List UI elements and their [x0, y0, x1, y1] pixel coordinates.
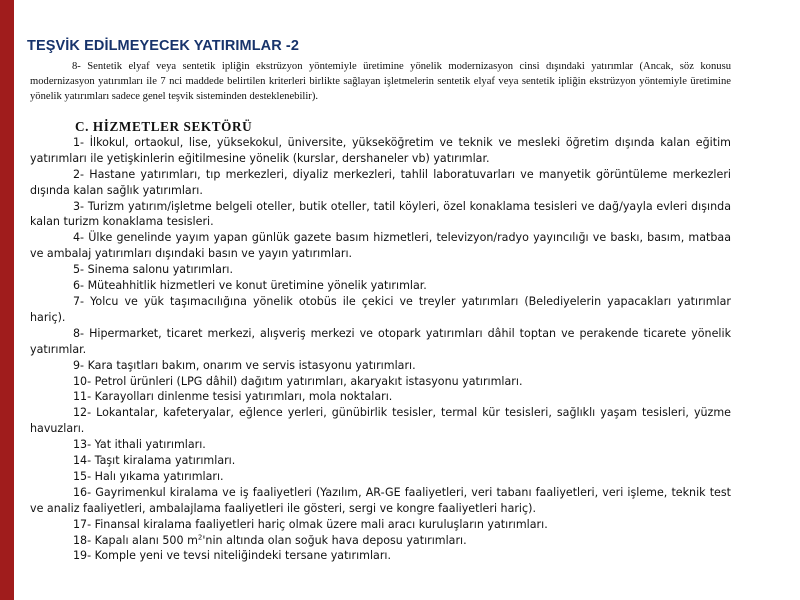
intro-paragraph: [30, 59, 731, 104]
list-item: 15- Halı yıkama yatırımları.: [73, 469, 224, 483]
list-item: 6- Müteahhitlik hizmetleri ve konut üretimine yönelik yatırımlar.: [73, 279, 427, 293]
list-item: 13- Yat ithali yatırımları.: [73, 438, 206, 452]
list-item: 17- Finansal kiralama faaliyetleri hariç olmak üzere mali aracı kuruluşların yatırımları.: [73, 517, 548, 531]
list-item: 14- Taşıt kiralama yatırımları.: [73, 454, 236, 468]
item-18-superscript: 2: [197, 532, 203, 541]
list-item: 11- Karayolları dinlenme tesisi yatırımları, mola noktaları.: [73, 390, 393, 404]
list-item: 7- Yolcu ve yük taşımacılığına yönelik otobüs ile çekici ve treyler yatırımları (Belediyelerin yapacakları yatırımlar hariç).: [30, 294, 731, 324]
list-item: 3- Turizm yatırım/işletme belgeli oteller, butik oteller, tatil köyleri, özel konaklama tesisleri ve dağ/yayla evleri dışında kalan turizm konaklama tesisleri.: [30, 199, 731, 229]
slide-title: TEŞVİK EDİLMEYECEK YATIRIMLAR -2: [27, 38, 300, 54]
list-item: 4- Ülke genelinde yayım yapan günlük gazete basım hizmetleri, televizyon/radyo yayıncılığı ve baskı, basım, matbaa ve ambalaj yatırımları dışındaki basın ve yayın yatırımları.: [30, 231, 731, 261]
list-item: 16- Gayrimenkul kiralama ve iş faaliyetleri (Yazılım, AR-GE faaliyetleri, veri tabanı faaliyetleri, veri işleme, teknik test ve analiz faaliyetleri, ambalajlama faaliyetleri ile gösteri, sergi ve kongre faaliyetleri hariç).: [30, 485, 731, 515]
list-item: 1- İlkokul, ortaokul, lise, yüksekokul, üniversite, yükseköğretim ve teknik ve mesleki öğretim dışında kalan eğitim yatırımları ile yetişkinlerin eğitilmesine yönelik (kurslar, dershaneler vb) yatırımlar.: [30, 135, 731, 165]
services-section: [30, 119, 731, 564]
list-item: 5- Sinema salonu yatırımları.: [73, 263, 234, 277]
list-item: 8- Hipermarket, ticaret merkezi, alışveriş merkezi ve otopark yatırımları dâhil toptan ve perakende ticarete yönelik yatırımlar.: [30, 326, 731, 356]
list-item: 10- Petrol ürünleri (LPG dâhil) dağıtım yatırımları, akaryakıt istasyonu yatırımları.: [73, 374, 523, 388]
list-item-19: 19- Komple yeni ve tevsi niteliğindeki tersane yatırımları.: [73, 549, 392, 563]
list-item: 2- Hastane yatırımları, tıp merkezleri, diyaliz merkezleri, tahlil laboratuvarları ve manyetik görüntüleme merkezleri dışında kalan sağlık yatırımları.: [30, 167, 731, 197]
list-item: 9- Kara taşıtları bakım, onarım ve servis istasyonu yatırımları.: [73, 358, 416, 372]
intro-text: 8- Sentetik elyaf veya sentetik ipliğin ekstrüzyon yöntemiyle üretimine yönelik modernizasyon cinsi dışındaki yatırımlar (Ancak, söz konusu modernizasyon yatırımları ile 7 nci maddede belirtilen kriterleri birlikte sağlayan işletmelerin sentetik elyaf veya sentetik ipliğin ekstrüzyon yöntemiyle üretimine yönelik yatırımları sadece genel teşvik sisteminden desteklenebilir).: [30, 61, 731, 102]
section-heading: C. HİZMETLER SEKTÖRÜ: [75, 119, 253, 134]
list-item: 12- Lokantalar, kafeteryalar, eğlence yerleri, günübirlik tesisler, termal kür tesisleri, sağlıklı yaşam tesisleri, yüzme havuzları.: [30, 406, 731, 436]
item-18-text-start: 18- Kapalı alanı 500 m: [73, 533, 198, 547]
item-18-text-end: 'nin altında olan soğuk hava deposu yatırımları.: [202, 533, 467, 547]
list-item-18: [30, 533, 731, 549]
accent-bar: [0, 0, 14, 600]
